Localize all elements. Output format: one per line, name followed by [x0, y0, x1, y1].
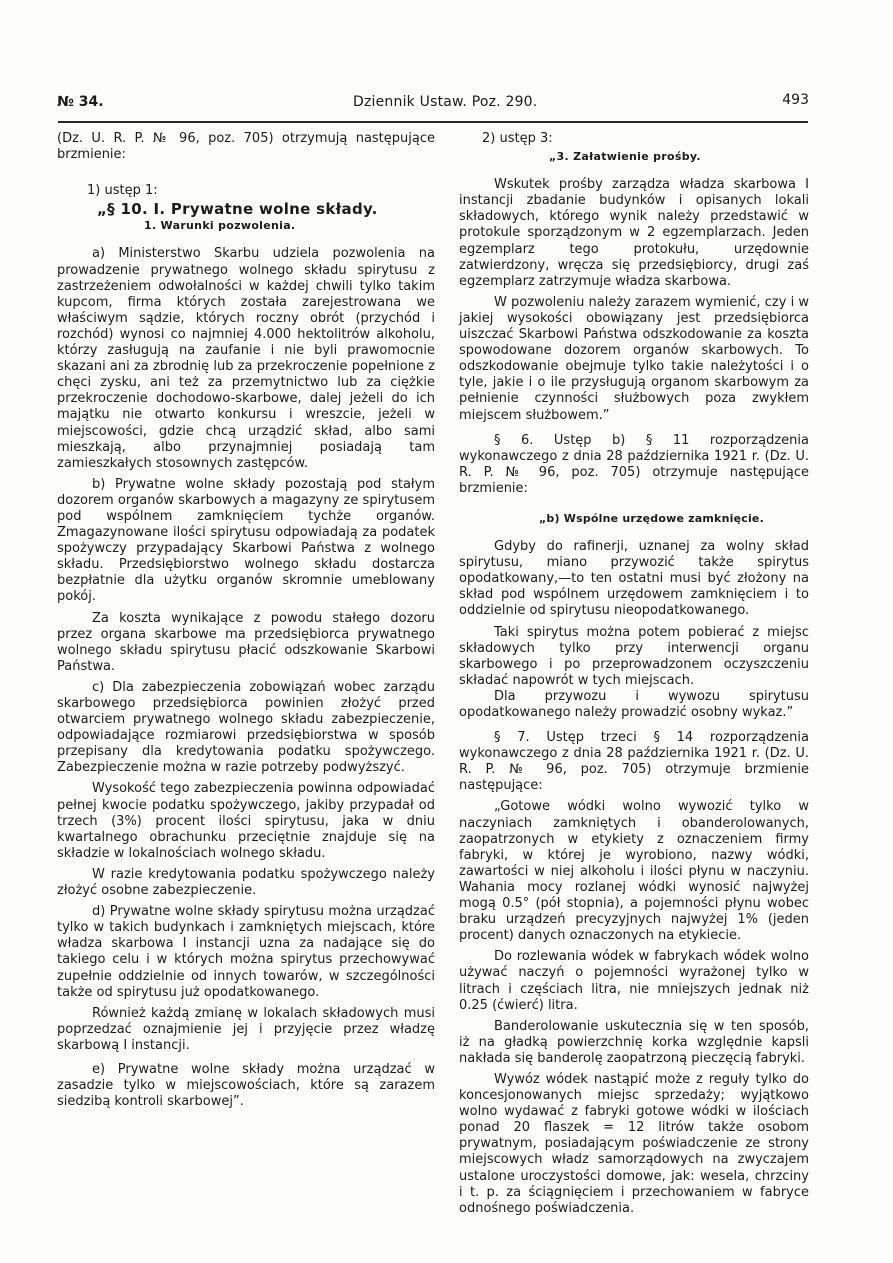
subheading-joint-closure: „b) Wspólne urzędowe zamknięcie.	[539, 511, 764, 525]
paragraph-bottling: Do rozlewania wódek w fabrykach wódek wolno używać naczyń o pojemności wyrażonej tylko w litrach i częściach litra, nie mniejszych jednak niż 0.25 (ćwierć) litra.	[459, 949, 809, 1013]
paragraph-a: a) Ministerstwo Skarbu udziela pozwolenia na prowadzenie prywatnego wolnego składu spirytusu z zastrzeżeniem odwołalności w każdej chwili tylko takim kupcom, firma których została zarejestrowana we właściwym sądzie, których roczny obrót (przychód i rozchód) wynosi co najmniej 4.000 hektolitrów alkoholu, którzy zasługują na zaufanie i nie byli prawomocnie skazani ani za zbrodnię lub za przekroczenie popełnione z chęci zysku, ani też za przemytnictwo lub za ciężkie przekroczenie dochodowo-skarbowe, dalej jeżeli do ich majątku nie otwarto konkursu i wreszcie, jeżeli w miejscowości, gdzie chcą urządzić skład, albo sami mieszkają, albo przynajmniej posiadają tam zamieszkałych stosownych zastępców.	[57, 246, 435, 471]
right-column	[459, 131, 809, 1217]
paragraph-refinery: Gdyby do rafinerji, uznanej za wolny skład spirytusu, miano przywozić także spirytus opodatkowany,—to ten ostatni musi być złożony na skład pod wspólnem urzędowem zamknięciem i to oddzielnie od spirytusu nieopodatkowanego.	[459, 539, 809, 619]
header-rule	[58, 121, 808, 123]
paragraph-permit: W pozwoleniu należy zarazem wymienić, czy i w jakiej wysokości obowiązany jest przedsiębiorca uiszczać Skarbowi Państwa odszkodowanie za koszta spowodowane dozorem organów skarbowych. To odszkodowanie obejmuje tylko takie należytości i o tyle, jakie i o ile przysługują organom skarbowym za pełnienie czynności służbowych poza zwykłem miejscem służbowem.”	[459, 294, 809, 423]
page-header	[57, 92, 809, 114]
issue-number: № 34.	[57, 94, 104, 110]
paragraph-costs: Za koszta wynikające z powodu stałego dozoru przez organa skarbowe ma przedsiębiorca prywatnego wolnego składu spirytusu płacić odszkowanie Skarbowi Państwa.	[57, 610, 435, 674]
paragraph-b: b) Prywatne wolne składy pozostają pod stałym dozorem organów skarbowych a magazyny ze spirytusem pod wspólnem zamknięciem tychże organów. Zmagazynowane ilości spirytusu odpowiadają za podatek spożywczy przypadający Skarbowi Państwa z wolnego składu. Przedsiębiorstwo wolnego składu dostarcza bezpłatnie dla użytku organów skromnie umeblowany pokój.	[57, 476, 435, 605]
section-heading: „§ 10. I. Prywatne wolne składy.	[97, 200, 378, 219]
page-number: 493	[782, 92, 809, 108]
paragraph-d: d) Prywatne wolne składy spirytusu można urządzać tylko w takich budynkach i zamkniętych miejscach, które władza skarbowa I instancji uzna za nadające się do takiego celu i w których można spirytus przechowywać zupełnie oddzielnie od innych towarów, w szczególności także od spirytusu już opodatkowanego.	[57, 904, 435, 1000]
paragraph-register: Dla przywozu i wywozu spirytusu opodatkowanego należy prowadzić osobny wykaz.”	[459, 688, 809, 720]
intro-text: (Dz. U. R. P. № 96, poz. 705) otrzymują następujące brzmienie:	[57, 131, 435, 163]
journal-title: Dziennik Ustaw. Poz. 290.	[353, 94, 538, 110]
section-7: § 7. Ustęp trzeci § 14 rozporządzenia wykonawczego z dnia 28 października 1921 r. (Dz. U. R. P. № 96, poz. 705) otrzymuje brzmienie następujące:	[459, 730, 809, 794]
paragraph-security-amount: Wysokość tego zabezpieczenia powinna odpowiadać pełnej kwocie podatku spożywczego, jakiby przypadał od trzech (3%) procent ilości spirytusu, jaka w dniu kwartalnego obrachunku przeciętnie znajduje się na składzie w lokalnościach wolnego składu.	[57, 781, 435, 861]
paragraph-changes: Również każdą zmianę w lokalach składowych musi poprzedzać oznajmienie jej i przyjęcie przez władzę skarbową I instancji.	[57, 1005, 435, 1053]
paragraph-banderol: Banderolowanie uskutecznia się w ten sposób, iż na gładką powierzchnię korka względnie kapsli nakłada się banderolę zaopatrzoną pieczęcią fabryki.	[459, 1018, 809, 1066]
left-column	[57, 131, 435, 1110]
paragraph-vodka-export: „Gotowe wódki wolno wywozić tylko w naczyniach zamkniętych i obanderolowanych, zaopatrzonych w etykiety z oznaczeniem firmy fabryki, w której je wyrobiono, nazwy wódki, zawartości w niej alkoholu i ilości płynu w naczyniu. Wahania mocy rozlanej wódki wynosić najwyżej mogą 0.5° (pół stopnia), a pojemności płynu wobec braku urządzeń precyzyjnych najwyżej 1% (jeden procent) danych oznaczonych na etykiecie.	[459, 799, 809, 944]
paragraph-export-rules: Wywóz wódek nastąpić może z reguły tylko do koncesjonowanych miejsc sprzedaży; wyjątkowo wolno wydawać z fabryki gotowe wódki w ilościach ponad 20 flaszek = 12 litrów także osobom prywatnym, posiadającym poświadczenie ze strony miejscowych władz samorządowych na zwyczajem ustalone uroczystości domowe, jak: wesela, chrzciny i t. p. za ściągnięciem i przechowaniem w fabryce odnośnego poświadczenia.	[459, 1071, 809, 1216]
item-2-label: 2) ustęp 3:	[482, 131, 553, 146]
paragraph-withdrawal: Taki spirytus można potem pobierać z miejsc składowych tylko przy interwencji organu skarbowego i po przeprowadzonem oczyszczeniu składać napowrót w tych miejscach.	[459, 624, 809, 688]
item-1-label: 1) ustęp 1:	[87, 183, 158, 199]
section-6: § 6. Ustęp b) § 11 rozporządzenia wykonawczego z dnia 28 października 1921 r. (Dz. U. R. P. № 96, poz. 705) otrzymuje następujące brzmienie:	[459, 432, 809, 496]
paragraph-credit: W razie kredytowania podatku spożywczego należy złożyć osobne zabezpieczenie.	[57, 866, 435, 899]
paragraph-c: c) Dla zabezpieczenia zobowiązań wobec zarządu skarbowego przedsiębiorca powinien złożyć przed otwarciem prywatnego wolnego składu zabezpieczenie, odpowiadające rozmiarowi przedsiębiorstwa w sposób przepisany dla kredytowania podatku spożywczego. Zabezpieczenie można w razie potrzeby podwyższyć.	[57, 679, 435, 776]
paragraph-request: Wskutek prośby zarządza władza skarbowa I instancji zbadanie budynków i opisanych lokali składowych, którego wynik należy przedstawić w protokule sporządzonym w 2 egzemplarzach. Jeden egzemplarz tego protokułu, urzędownie zatwierdzony, wręcza się przedsiębiorcy, drugi zaś egzemplarz zatrzymuje władza skarbowa.	[459, 177, 809, 289]
paragraph-e: e) Prywatne wolne składy można urządzać w zasadzie tylko w miejscowościach, które są zarazem siedzibą kontroli skarbowej”.	[57, 1061, 435, 1110]
subheading-request: „3. Załatwienie prośby.	[549, 150, 701, 164]
subheading: 1. Warunki pozwolenia.	[144, 219, 296, 233]
